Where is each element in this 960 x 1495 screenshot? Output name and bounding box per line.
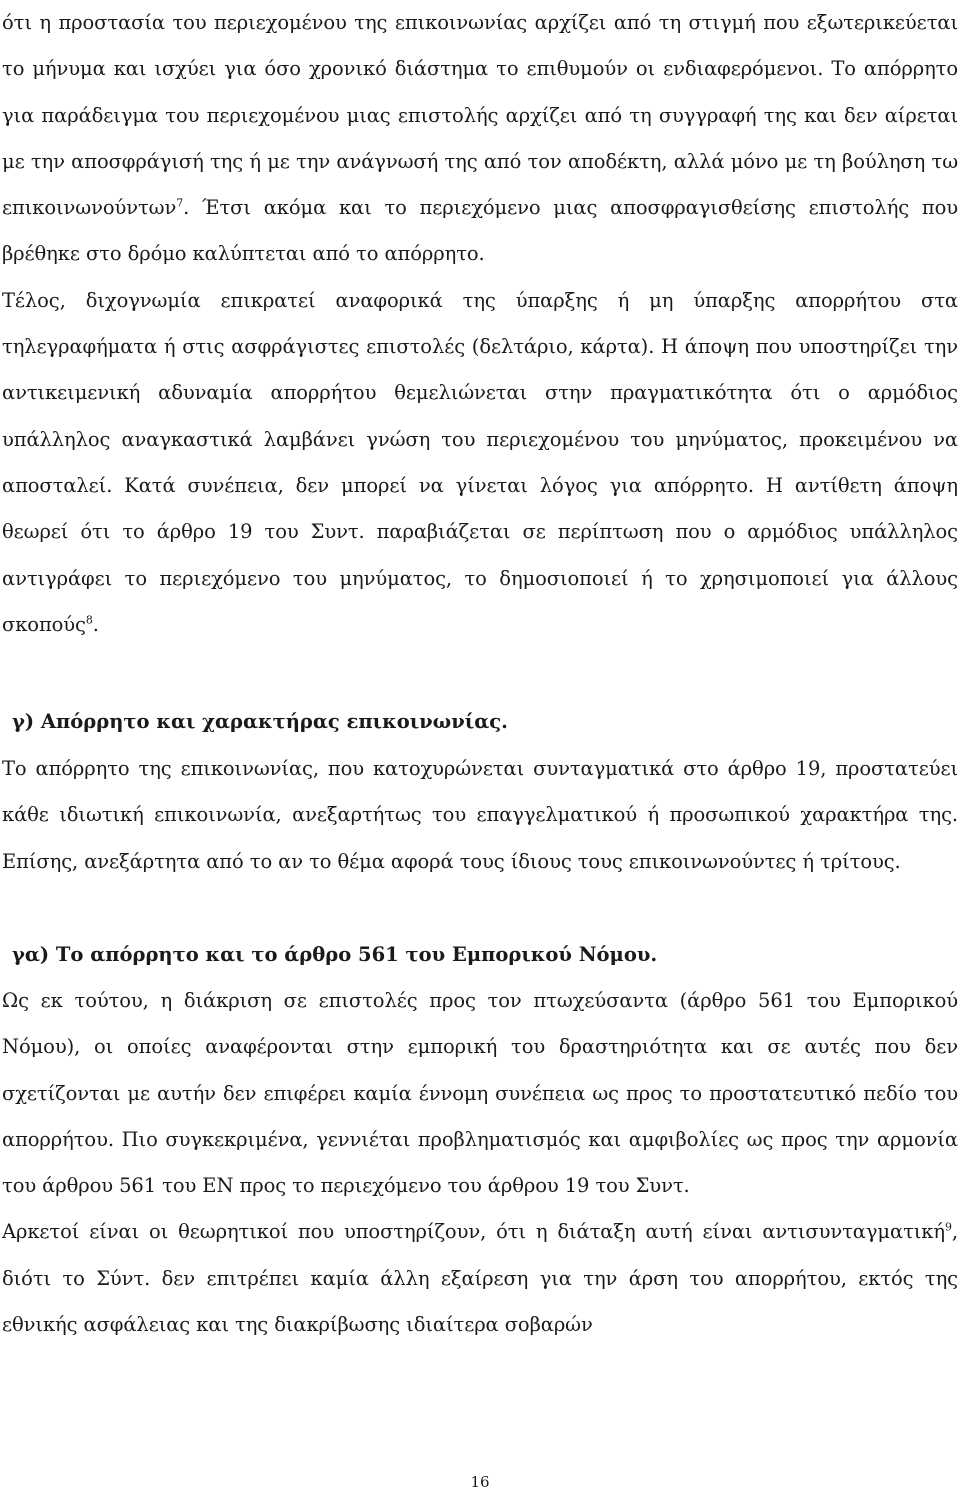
body-text-upper xyxy=(2,0,958,648)
paragraph-text: . Έτσι ακόμα και το περιεχόμενο μιας αποσφραγισθείσης επιστολής που βρέθηκε στο δρόμο καλύπτεται από το απόρρητο. xyxy=(2,196,958,266)
body-text-middle xyxy=(2,746,958,885)
body-text-lower xyxy=(2,978,958,1348)
page-number: 16 xyxy=(470,1473,490,1491)
paragraph-telegrams xyxy=(2,278,958,648)
paragraph-text: Αρκετοί είναι οι θεωρητικοί που υποστηρίζουν, ότι η διάταξη αυτή είναι αντισυνταγματική xyxy=(2,1220,945,1244)
footnote-ref-7: 7 xyxy=(176,196,184,210)
footnote-ref-8: 8 xyxy=(85,613,93,627)
paragraph-text: ότι η προστασία του περιεχομένου της επικοινωνίας αρχίζει από τη στιγμή που εξωτερικεύεται το μήνυμα και ισχύει για όσο χρονικό διάστημα το επιθυμούν οι ενδιαφερόμενοι. Το απόρρητο για παράδειγμα του περιεχομένου μιας επιστολής αρχίζει από τη συγγραφή της και δεν αίρεται με την αποσφράγισή της ή με την ανάγνωσή της από τον αποδέκτη, αλλά μόνο με τη βούληση τω επικοινωνούντων xyxy=(2,11,958,220)
paragraph-text: , διότι το Σύντ. δεν επιτρέπει καμία άλλη εξαίρεση για την άρση του απορρήτου, εκτός της εθνικής ασφάλειας και της διακρίβωσης ιδιαίτερα σοβαρών xyxy=(2,1220,958,1337)
paragraph-unconstitutional xyxy=(2,1209,958,1348)
paragraph-text: Τέλος, διχογνωμία επικρατεί αναφορικά της ύπαρξης ή μη ύπαρξης απορρήτου στα τηλεγραφήματα ή στις ασφράγιστες επιστολές (δελτάριο, κάρτα). Η άποψη που υποστηρίζει την αντικειμενική αδυναμία απορρήτου θεμελιώνεται στην πραγματικότητα ότι ο αρμόδιος υπάλληλος αναγκαστικά λαμβάνει γνώση του περιεχομένου του μηνύματος, προκειμένου να αποσταλεί. Κατά συνέπεια, δεν μπορεί να γίνεται λόγος για απόρρητο. Η αντίθετη άποψη θεωρεί ότι το άρθρο 19 του Συντ. παραβιάζεται σε περίπτωση που ο αρμόδιος υπάλληλος αντιγράφει το περιεχόμενο του μηνύματος, το δημοσιοποιεί ή το χρησιμοποιεί για άλλους σκοπούς xyxy=(2,288,958,636)
paragraph-confidentiality-content xyxy=(2,0,958,278)
paragraph-text: . xyxy=(92,612,99,636)
section-heading-g: γ) Απόρρητο και χαρακτήρας επικοινωνίας. xyxy=(12,710,508,733)
footnote-ref-9: 9 xyxy=(944,1220,952,1234)
section-heading-ga: γα) Το απόρρητο και το άρθρο 561 του Εμπορικού Νόμου. xyxy=(12,943,658,966)
paragraph-article-561: Ως εκ τούτου, η διάκριση σε επιστολές προς τον πτωχεύσαντα (άρθρο 561 του Εμπορικού Νόμου), οι οποίες αναφέρονται στην εμπορική του δραστηριότητα και σε αυτές που δεν σχετίζονται με αυτήν δεν επιφέρει καμία έννομη συνέπεια ως προς το προστατευτικό πεδίο του απορρήτου. Πιο συγκεκριμένα, γεννιέται προβληματισμός και αμφιβολίες ως προς την αρμονία του άρθρου 561 του ΕΝ προς το περιεχόμενο του άρθρου 19 του Συντ. xyxy=(2,989,958,1198)
paragraph-character-of-communication: Το απόρρητο της επικοινωνίας, που κατοχυρώνεται συνταγματικά στο άρθρο 19, προστατεύει κάθε ιδιωτική επικοινωνία, ανεξαρτήτως του επαγγελματικού ή προσωπικού χαρακτήρα της. Επίσης, ανεξάρτητα από το αν το θέμα αφορά τους ίδιους τους επικοινωνούντες ή τρίτους. xyxy=(2,757,958,873)
